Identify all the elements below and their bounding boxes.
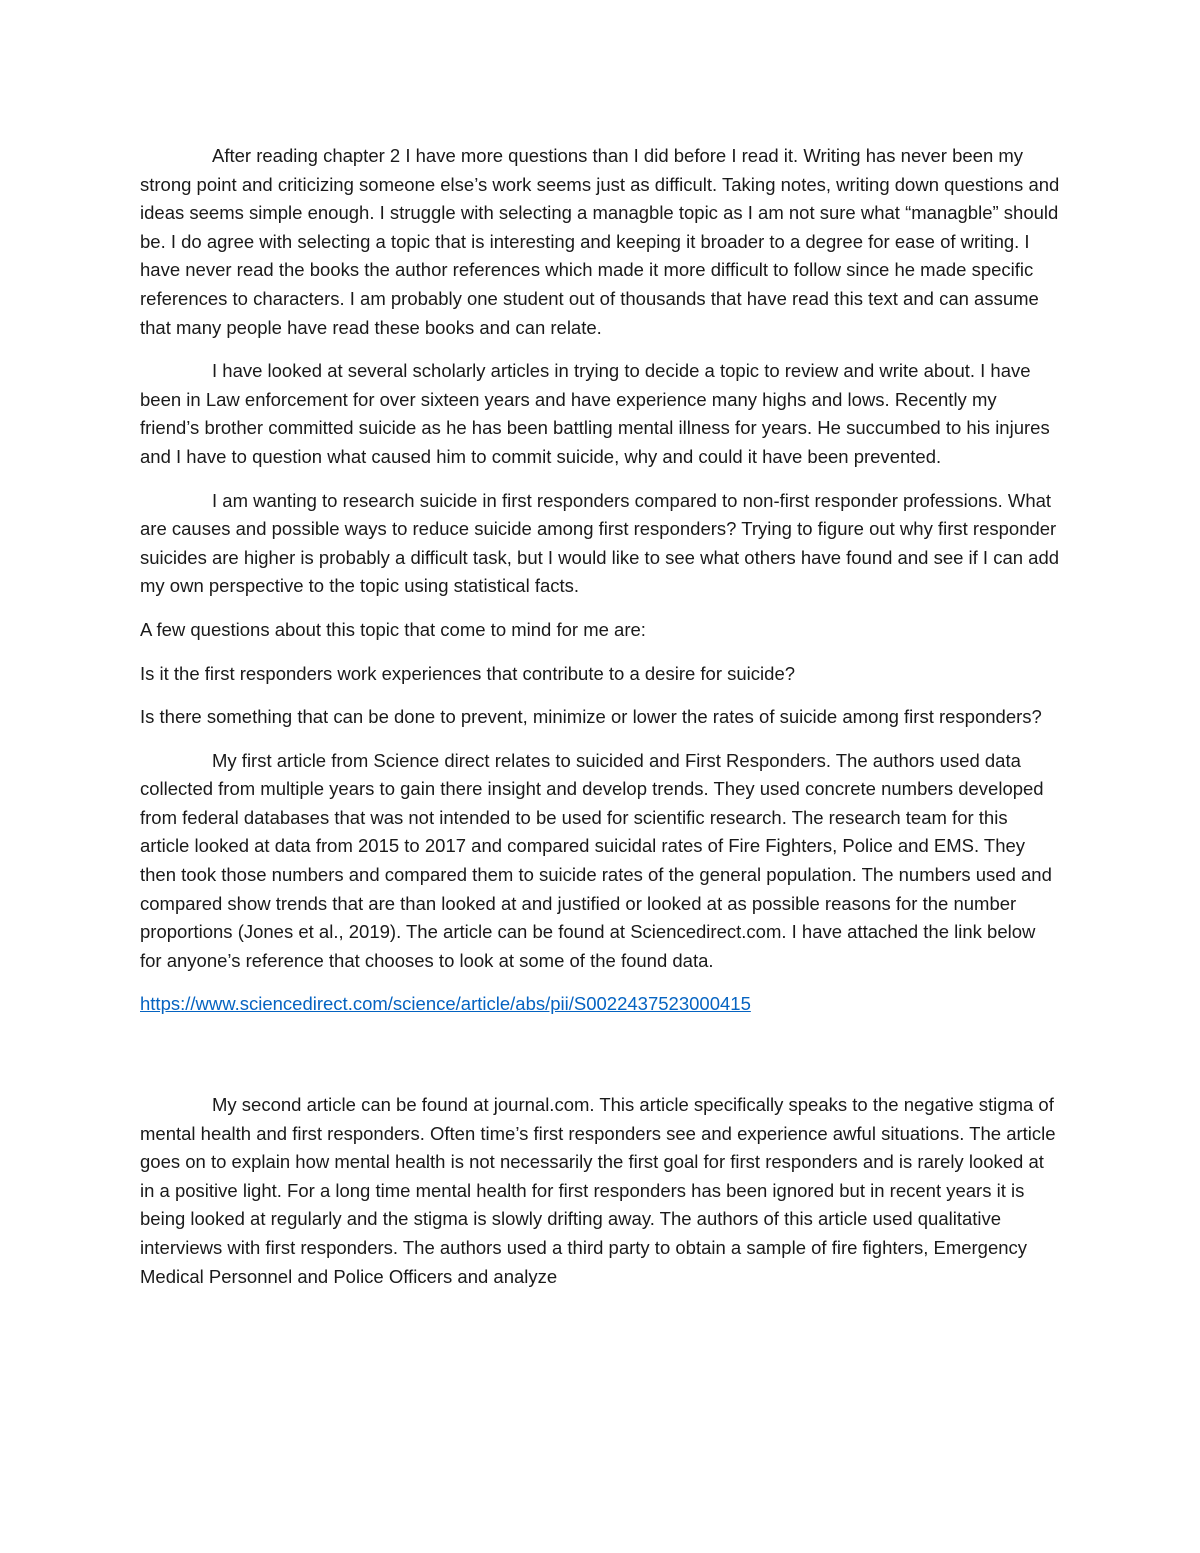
paragraph-topic-background: I have looked at several scholarly articles in trying to decide a topic to review and write about. I have been in Law enforcement for over sixteen years and have experience many highs and lows. Recently my friend’s brother committed suicide as he has been battling mental illness for years. He succumbed to his injures and I have to question what caused him to commit suicide, why and could it have been prevented. <box>140 360 1050 467</box>
paragraph-chapter-2-reflection: After reading chapter 2 I have more questions than I did before I read it. Writing has never been my strong point and criticizing someone else’s work seems just as difficult. Taking notes, writing down questions and ideas seems simple enough. I struggle with selecting a managble topic as I am not sure what “managble” should be. I do agree with selecting a topic that is interesting and keeping it broader to a degree for ease of writing. I have never read the books the author references which made it more difficult to follow since he made specific references to characters. I am probably one student out of thousands that have read this text and can assume that many people have read these books and can relate. <box>140 145 1060 338</box>
paragraph-question-two: Is there something that can be done to prevent, minimize or lower the rates of suicide among first responders? <box>140 706 1042 728</box>
article-link[interactable]: https://www.sciencedirect.com/science/article/abs/pii/S0022437523000415 <box>140 993 751 1015</box>
paragraph-second-article: My second article can be found at journal.com. This article specifically speaks to the negative stigma of mental health and first responders. Often time’s first responders see and experience awful situations. The article goes on to explain how mental health is not necessarily the first goal for first responders and is rarely looked at in a positive light. For a long time mental health for first responders has been ignored but in recent years it is being looked at regularly and the stigma is slowly drifting away. The authors of this article used qualitative interviews with first responders. The authors used a third party to obtain a sample of fire fighters, Emergency Medical Personnel and Police Officers and analyze <box>140 1094 1056 1287</box>
paragraph-research-topic: I am wanting to research suicide in first responders compared to non-first responder professions. What are causes and possible ways to reduce suicide among first responders? Trying to figure out why first responder suicides are higher is probably a difficult task, but I would like to see what others have found and see if I can add my own perspective to the topic using statistical facts. <box>140 489 1060 597</box>
link-line <box>140 990 1060 1019</box>
paragraph-question-one: Is it the first responders work experiences that contribute to a desire for suicide? <box>140 662 796 684</box>
paragraph-questions-intro: A few questions about this topic that come to mind for me are: <box>140 618 646 640</box>
paragraph-first-article: My first article from Science direct relates to suicided and First Responders. The authors used data collected from multiple years to gain there insight and develop trends. They used concrete numbers developed from federal databases that was not intended to be used for scientific research. The research team for this article looked at data from 2015 to 2017 and compared suicidal rates of Fire Fighters, Police and EMS. They then took those numbers and compared them to suicide rates of the general population. The numbers used and compared show trends that are than looked at and justified or looked at as possible reasons for the number proportions (Jones et al., 2019). The article can be found at Sciencedirect.com. I have attached the link below for anyone’s reference that chooses to look at some of the found data. <box>140 749 1052 971</box>
document-page <box>140 142 1060 1306</box>
